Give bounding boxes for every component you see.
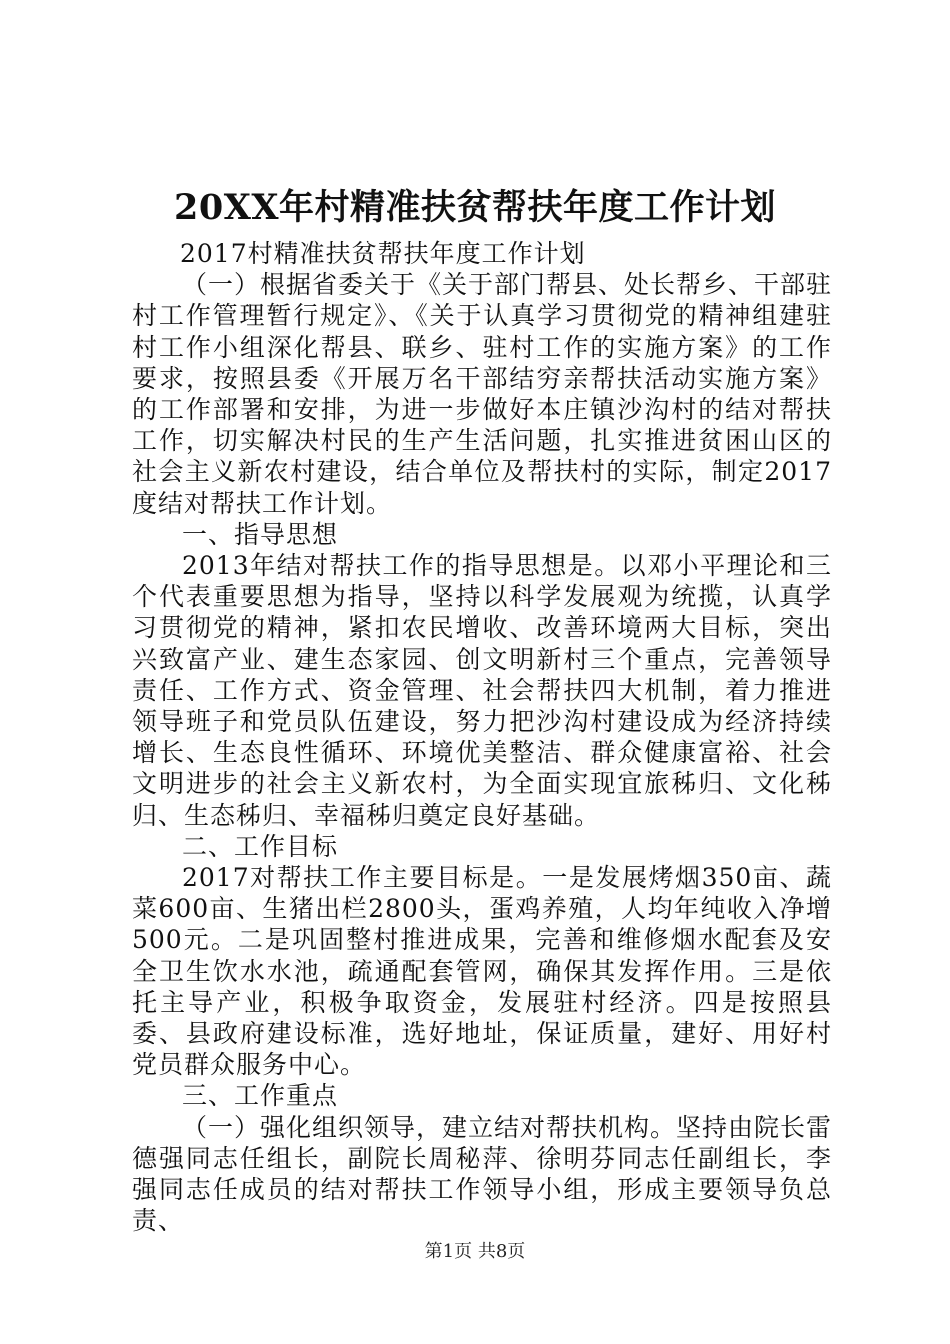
work-goals-paragraph: 2017对帮扶工作主要目标是。一是发展烤烟350亩、蔬菜600亩、生猪出栏2800头，蛋鸡养殖，人均年纯收入净增500元。二是巩固整村推进成果，完善和维修烟水配套及安全卫生饮水水池，疏通配套管网，确保其发挥作用。三是依托主导产业，积极争取资金，发展驻村经济。四是按照县委、县政府建设标准，选好地址，保证质量，建好、用好村党员群众服务中心。 (132, 863, 832, 1080)
section-heading-guiding-ideology: 一、指导思想 (182, 519, 339, 549)
section-heading-work-goals: 二、工作目标 (182, 831, 339, 861)
guiding-ideology-paragraph: 2013年结对帮扶工作的指导思想是。以邓小平理论和三个代表重要思想为指导，坚持以科学发展观为统揽，认真学习贯彻党的精神，紧扣农民增收、改善环境两大目标，突出兴致富产业、建生态家园、创文明新村三个重点，完善领导责任、工作方式、资金管理、社会帮扶四大机制，着力推进领导班子和党员队伍建设，努力把沙沟村建设成为经济持续增长、生态良性循环、环境优美整洁、群众健康富裕、社会文明进步的社会主义新农村，为全面实现宜旅秭归、文化秭归、生态秭归、幸福秭归奠定良好基础。 (132, 551, 832, 830)
subtitle-paragraph: 2017村精准扶贫帮扶年度工作计划 (180, 239, 586, 268)
section-heading-work-focus: 三、工作重点 (182, 1081, 339, 1111)
page-footer: 第1页 共8页 (424, 1241, 526, 1262)
work-focus-paragraph: （一）强化组织领导，建立结对帮扶机构。坚持由院长雷德强同志任组长，副院长周秘萍、徐明芬同志任副组长，李强同志任成员的结对帮扶工作领导小组，形成主要领导负总责、 (132, 1112, 833, 1236)
document-body (132, 238, 832, 1237)
document-title: 20XX年村精准扶贫帮扶年度工作计划 (173, 187, 777, 228)
intro-paragraph: （一）根据省委关于《关于部门帮县、处长帮乡、干部驻村工作管理暂行规定》、《关于认真学习贯彻党的精神组建驻村工作小组深化帮县、联乡、驻村工作的实施方案》的工作要求，按照县委《开展万名干部结穷亲帮扶活动实施方案》的工作部署和安排，为进一步做好本庄镇沙沟村的结对帮扶工作，切实解决村民的生产生活问题，扎实推进贫困山区的社会主义新农村建设，结合单位及帮扶村的实际，制定2017度结对帮扶工作计划。 (132, 270, 833, 518)
